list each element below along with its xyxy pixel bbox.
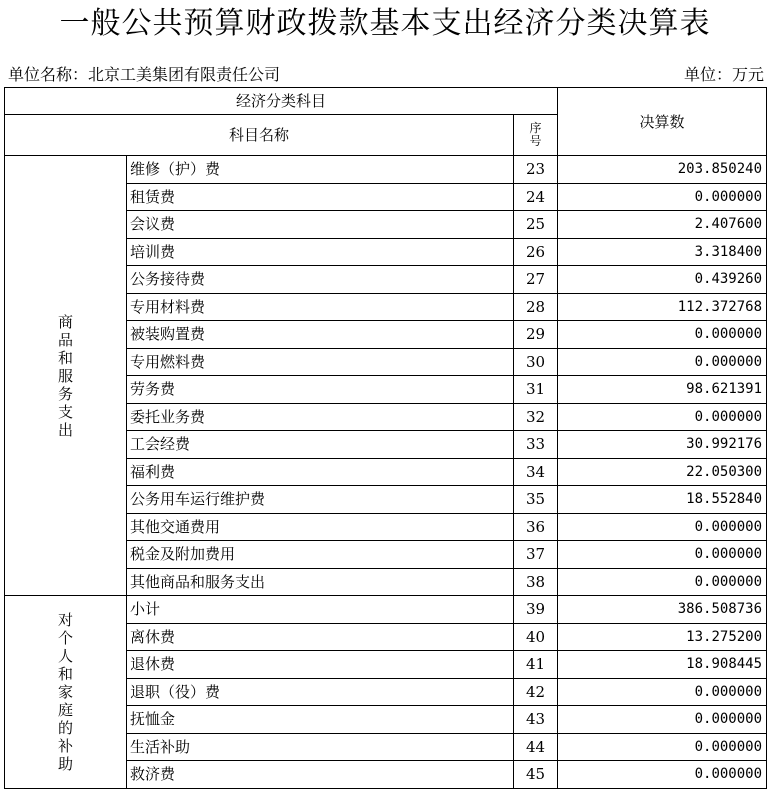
amount-cell: 3.318400 bbox=[558, 238, 767, 266]
subject-name-cell: 公务接待费 bbox=[127, 266, 514, 294]
amount-cell: 30.992176 bbox=[558, 431, 767, 459]
seq-cell: 28 bbox=[514, 293, 558, 321]
amount-header: 决算数 bbox=[558, 88, 767, 156]
subject-name-cell: 救济费 bbox=[127, 761, 514, 789]
amount-cell: 13.275200 bbox=[558, 623, 767, 651]
seq-cell: 38 bbox=[514, 568, 558, 596]
subject-name-cell: 生活补助 bbox=[127, 733, 514, 761]
subject-name-cell: 劳务费 bbox=[127, 376, 514, 404]
subject-name-cell: 退休费 bbox=[127, 651, 514, 679]
amount-cell: 0.000000 bbox=[558, 183, 767, 211]
seq-cell: 39 bbox=[514, 596, 558, 624]
amount-cell: 112.372768 bbox=[558, 293, 767, 321]
seq-cell: 43 bbox=[514, 706, 558, 734]
subject-name-cell: 租赁费 bbox=[127, 183, 514, 211]
subject-name-cell: 会议费 bbox=[127, 211, 514, 239]
seq-cell: 33 bbox=[514, 431, 558, 459]
amount-cell: 18.908445 bbox=[558, 651, 767, 679]
seq-cell: 37 bbox=[514, 541, 558, 569]
seq-cell: 26 bbox=[514, 238, 558, 266]
amount-cell: 203.850240 bbox=[558, 156, 767, 184]
seq-cell: 36 bbox=[514, 513, 558, 541]
amount-cell: 0.439260 bbox=[558, 266, 767, 294]
subject-name-cell: 维修（护）费 bbox=[127, 156, 514, 184]
amount-cell: 0.000000 bbox=[558, 761, 767, 789]
seq-cell: 30 bbox=[514, 348, 558, 376]
subject-name-cell: 被装购置费 bbox=[127, 321, 514, 349]
amount-cell: 0.000000 bbox=[558, 321, 767, 349]
seq-cell: 32 bbox=[514, 403, 558, 431]
subject-name-cell: 培训费 bbox=[127, 238, 514, 266]
unit-name-label: 单位名称：北京工美集团有限责任公司 bbox=[8, 65, 281, 84]
amount-cell: 2.407600 bbox=[558, 211, 767, 239]
subject-name-cell: 专用燃料费 bbox=[127, 348, 514, 376]
header-row-1 bbox=[5, 88, 767, 115]
seq-cell: 25 bbox=[514, 211, 558, 239]
amount-cell: 0.000000 bbox=[558, 513, 767, 541]
subject-name-cell: 小计 bbox=[127, 596, 514, 624]
subject-name-cell: 退职（役）费 bbox=[127, 678, 514, 706]
amount-cell: 0.000000 bbox=[558, 403, 767, 431]
subject-name-cell: 工会经费 bbox=[127, 431, 514, 459]
seq-cell: 44 bbox=[514, 733, 558, 761]
table-row bbox=[5, 156, 767, 184]
seq-cell: 35 bbox=[514, 486, 558, 514]
seq-header-text: 序号 bbox=[529, 121, 542, 148]
seq-cell: 42 bbox=[514, 678, 558, 706]
seq-cell: 40 bbox=[514, 623, 558, 651]
seq-cell: 27 bbox=[514, 266, 558, 294]
seq-cell: 31 bbox=[514, 376, 558, 404]
seq-cell: 29 bbox=[514, 321, 558, 349]
seq-cell: 24 bbox=[514, 183, 558, 211]
amount-cell: 18.552840 bbox=[558, 486, 767, 514]
amount-cell: 0.000000 bbox=[558, 706, 767, 734]
subject-name-cell: 其他商品和服务支出 bbox=[127, 568, 514, 596]
subject-name-cell: 税金及附加费用 bbox=[127, 541, 514, 569]
amount-cell: 0.000000 bbox=[558, 541, 767, 569]
amount-cell: 386.508736 bbox=[558, 596, 767, 624]
category-cell bbox=[5, 596, 127, 789]
amount-cell: 98.621391 bbox=[558, 376, 767, 404]
seq-cell: 34 bbox=[514, 458, 558, 486]
subject-name-cell: 离休费 bbox=[127, 623, 514, 651]
amount-cell: 22.050300 bbox=[558, 458, 767, 486]
amount-cell: 0.000000 bbox=[558, 678, 767, 706]
econ-class-header: 经济分类科目 bbox=[5, 88, 558, 115]
category-label: 商品和服务支出 bbox=[57, 312, 73, 439]
amount-cell: 0.000000 bbox=[558, 568, 767, 596]
expenditure-table bbox=[4, 87, 767, 789]
seq-cell: 41 bbox=[514, 651, 558, 679]
subject-name-cell: 其他交通费用 bbox=[127, 513, 514, 541]
subject-name-cell: 专用材料费 bbox=[127, 293, 514, 321]
subject-name-cell: 委托业务费 bbox=[127, 403, 514, 431]
subject-name-cell: 公务用车运行维护费 bbox=[127, 486, 514, 514]
subject-name-header: 科目名称 bbox=[5, 115, 514, 156]
amount-cell: 0.000000 bbox=[558, 348, 767, 376]
seq-cell: 23 bbox=[514, 156, 558, 184]
table-row bbox=[5, 596, 767, 624]
subject-name-cell: 福利费 bbox=[127, 458, 514, 486]
page-title: 一般公共预算财政拨款基本支出经济分类决算表 bbox=[59, 6, 711, 41]
subject-name-cell: 抚恤金 bbox=[127, 706, 514, 734]
unit-label: 单位：万元 bbox=[683, 65, 764, 84]
seq-cell: 45 bbox=[514, 761, 558, 789]
amount-cell: 0.000000 bbox=[558, 733, 767, 761]
seq-header bbox=[514, 115, 558, 156]
category-cell bbox=[5, 156, 127, 596]
category-label: 对个人和家庭的补助 bbox=[57, 610, 73, 773]
